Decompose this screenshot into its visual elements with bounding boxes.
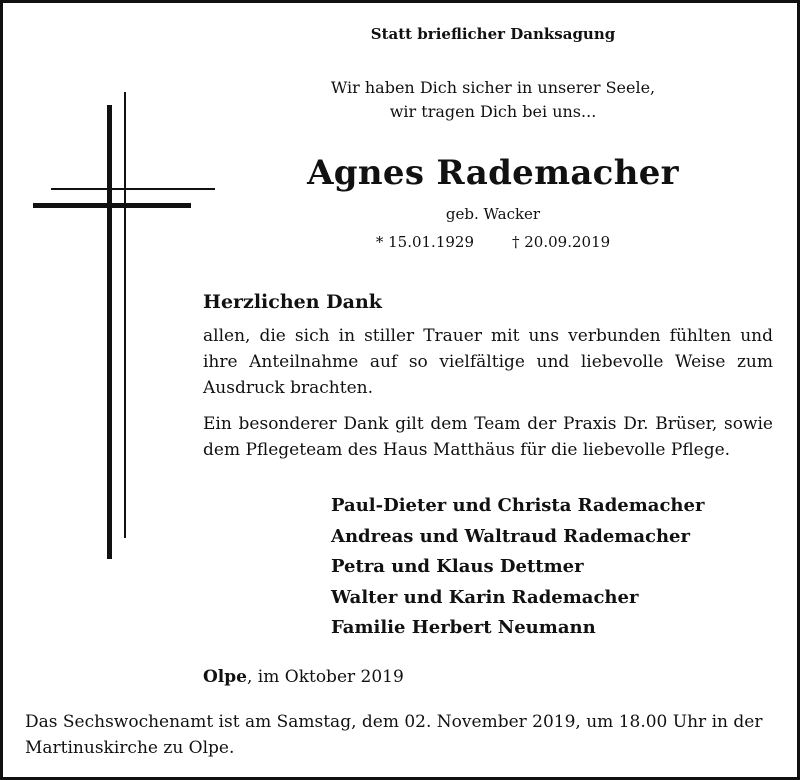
life-dates	[333, 233, 653, 251]
signer: Petra und Klaus Dettmer	[331, 556, 584, 577]
signer: Andreas und Waltraud Rademacher	[331, 525, 690, 547]
special-thanks-paragraph: Ein besonderer Dank gilt dem Team der Praxis Dr. Brüser, sowie dem Pflegeteam des Haus Matthäus für die liebevolle Pflege.	[203, 414, 773, 460]
signer: Walter und Karin Rademacher	[331, 586, 639, 608]
death-date: † 20.09.2019	[512, 233, 611, 251]
quote-line: Wir haben Dich sicher in unserer Seele,	[330, 78, 656, 97]
notice-header: Statt brieflicher Danksagung	[370, 25, 616, 43]
thanks-title: Herzlichen Dank	[203, 291, 382, 313]
thanks-paragraph: allen, die sich in stiller Trauer mit uns verbunden fühlten und ihre Anteilnahme auf so vielfältige und liebevolle Weise zum Ausdruck brachten.	[203, 326, 773, 398]
cross-icon	[29, 88, 229, 568]
signer: Paul-Dieter und Christa Rademacher	[331, 495, 705, 516]
cross-horizontal-thick	[33, 203, 191, 208]
quote-line: wir tragen Dich bei uns...	[389, 102, 597, 121]
place-name: Olpe	[203, 667, 247, 687]
signer: Familie Herbert Neumann	[331, 617, 596, 638]
deceased-name: Agnes Rademacher	[307, 153, 679, 193]
cross-vertical-thin	[124, 92, 126, 538]
service-announcement: Das Sechswochenamt ist am Samstag, dem 02. November 2019, um 18.00 Uhr in der Martinuskirche zu Olpe.	[25, 712, 763, 758]
cross-horizontal-thin	[51, 188, 215, 190]
birth-date: * 15.01.1929	[375, 233, 474, 251]
date-text: , im Oktober 2019	[246, 667, 404, 687]
cross-vertical-thick	[107, 105, 112, 559]
birth-name: geb. Wacker	[445, 205, 541, 223]
place-date	[203, 667, 404, 687]
signers-list	[331, 491, 704, 644]
memorial-quote	[303, 76, 683, 124]
